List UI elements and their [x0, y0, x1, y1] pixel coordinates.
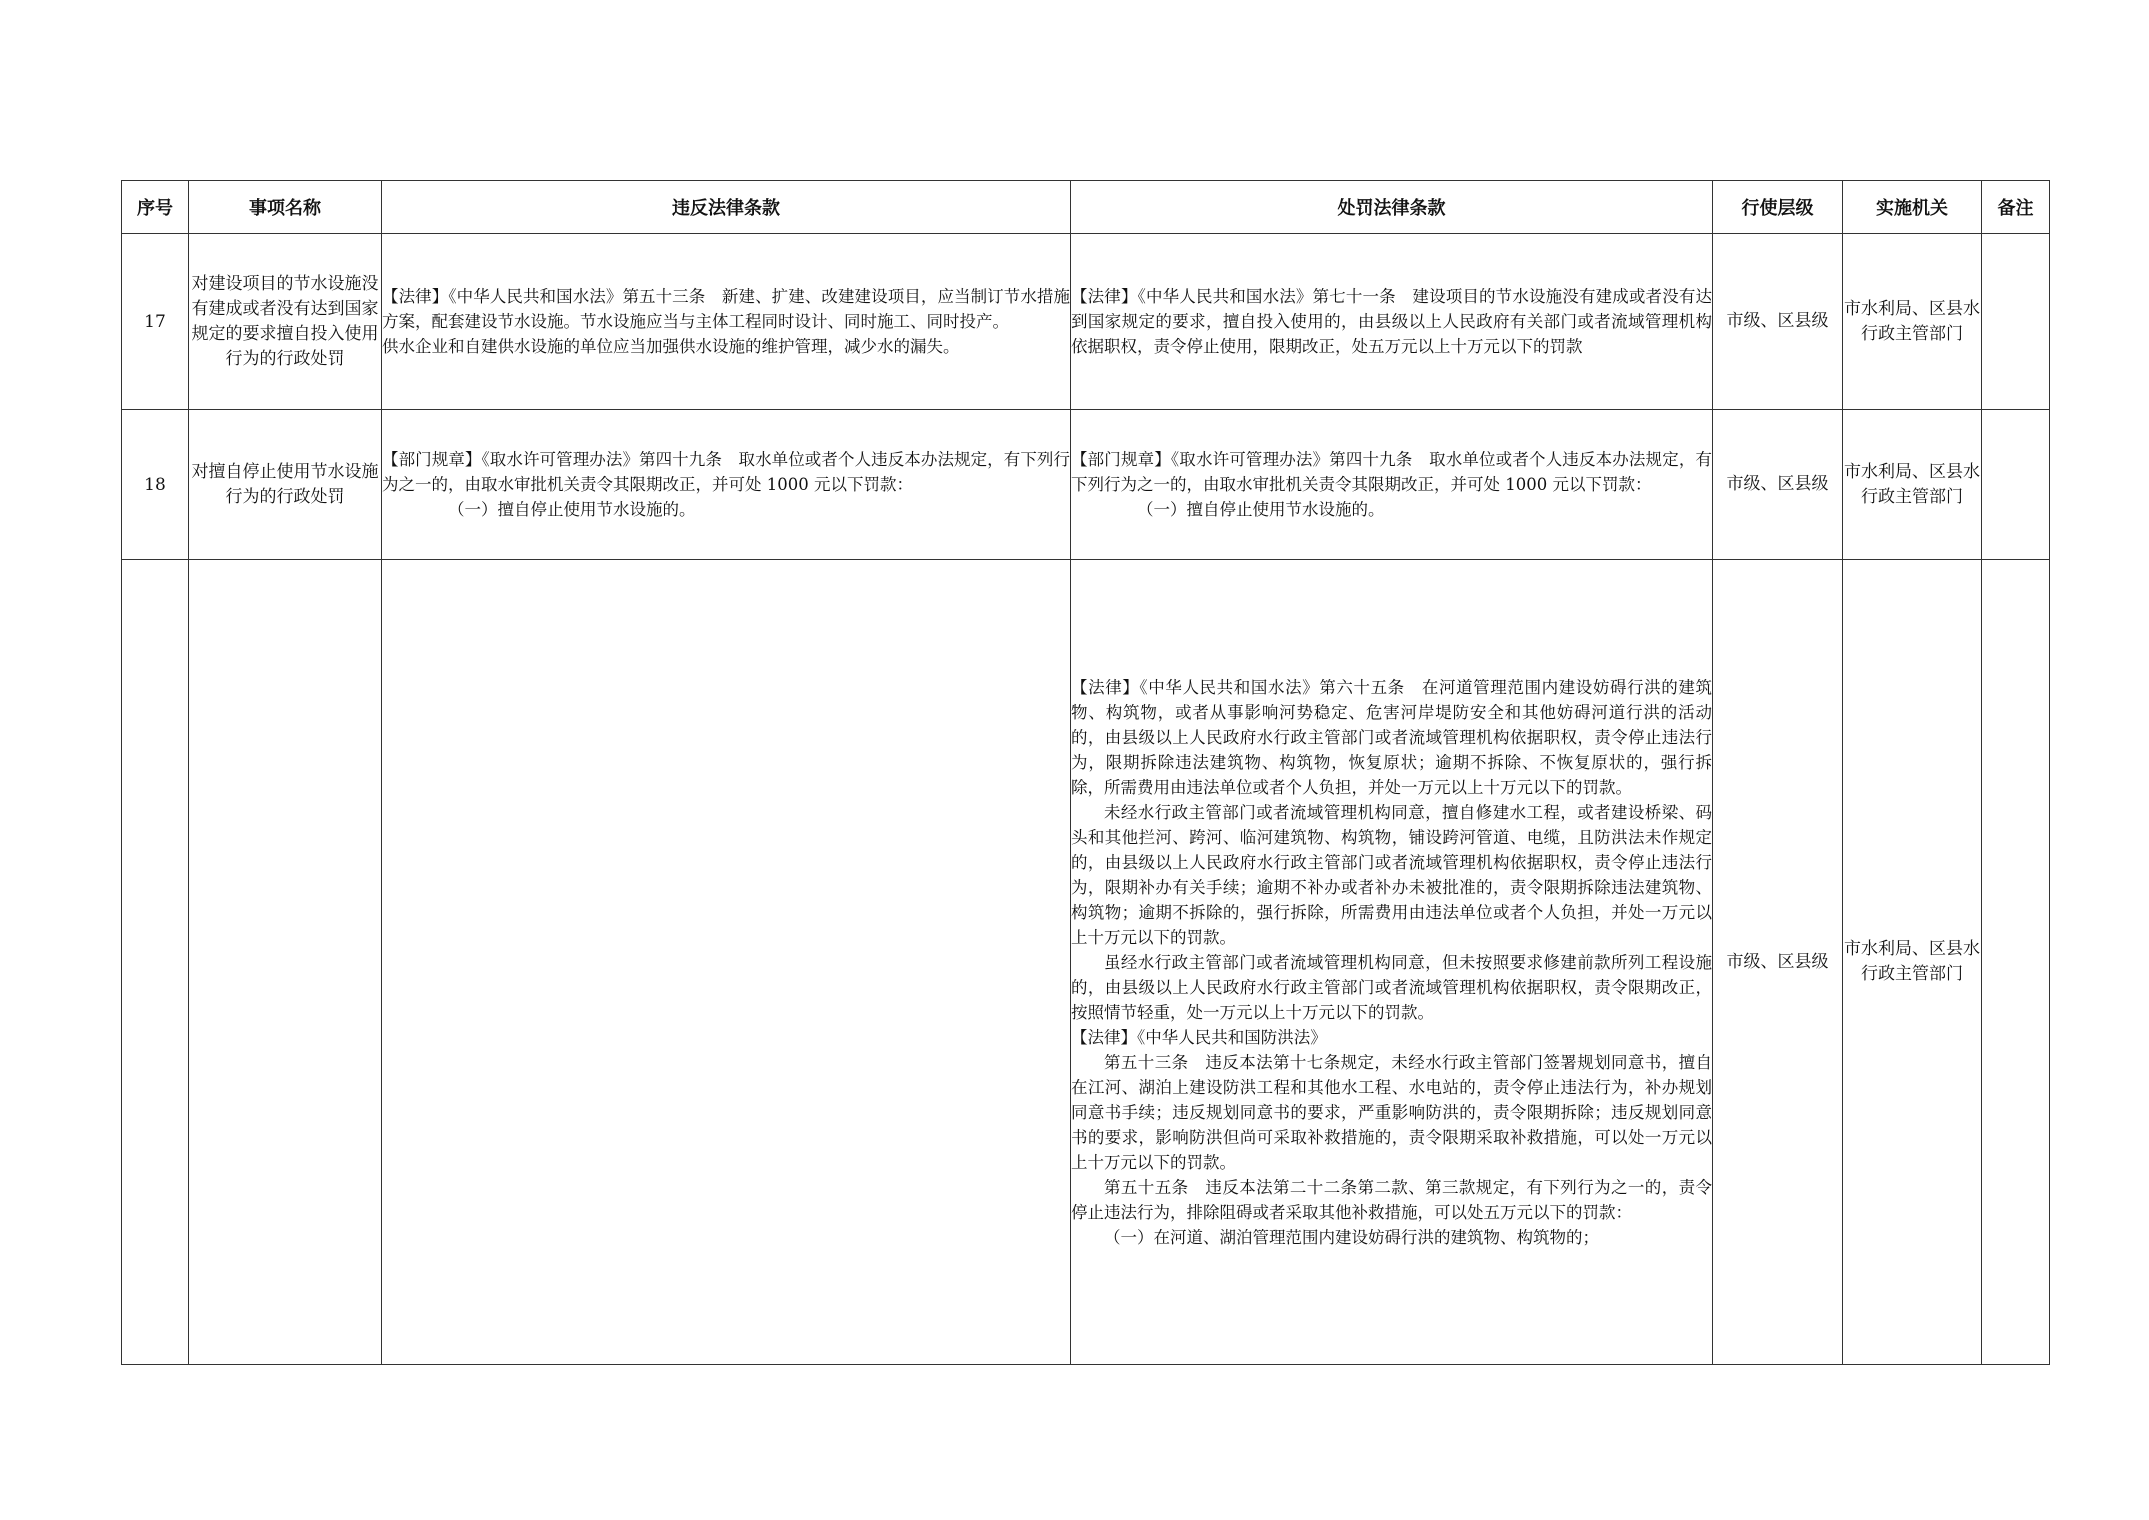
penalty-paragraph: （一）擅自停止使用节水设施的。	[1137, 500, 1385, 519]
header-remark: 备注	[1982, 181, 2050, 234]
row-no	[122, 560, 189, 1365]
row-agency: 市水利局、区县水行政主管部门	[1843, 234, 1982, 410]
penalty-paragraph: 【法律】《中华人民共和国防洪法》	[1071, 1027, 1327, 1047]
header-no: 序号	[122, 181, 189, 234]
violation-paragraph: 【部门规章】《取水许可管理办法》第四十九条 取水单位或者个人违反本办法规定，有下列行为之一的，由取水审批机关责令其限期改正，并可处 1000 元以下罚款：	[382, 450, 1070, 494]
row-level: 市级、区县级	[1713, 560, 1843, 1365]
row-remark	[1982, 410, 2050, 560]
header-agency: 实施机关	[1843, 181, 1982, 234]
row-item-name	[189, 560, 382, 1365]
row-agency: 市水利局、区县水行政主管部门	[1843, 410, 1982, 560]
penalty-paragraph: 虽经水行政主管部门或者流域管理机构同意，但未按照要求修建前款所列工程设施的，由县级以上人民政府水行政主管部门或者流域管理机构依据职权，责令限期改正，按照情节轻重，处一万元以上十万元以下的罚款。	[1071, 952, 1712, 1022]
row-violation-text	[382, 234, 1071, 410]
row-penalty-text	[1071, 410, 1713, 560]
row-penalty-text	[1071, 560, 1713, 1365]
row-remark	[1982, 234, 2050, 410]
header-name: 事项名称	[189, 181, 382, 234]
penalty-paragraph: 【法律】《中华人民共和国水法》第七十一条 建设项目的节水设施没有建成或者没有达到国家规定的要求，擅自投入使用的，由县级以上人民政府有关部门或者流域管理机构依据职权，责令停止使用，限期改正，处五万元以上十万元以下的罚款	[1071, 287, 1712, 356]
table-row	[122, 560, 2050, 1365]
penalty-paragraph: 【部门规章】《取水许可管理办法》第四十九条 取水单位或者个人违反本办法规定，有下列行为之一的，由取水审批机关责令其限期改正，并可处 1000 元以下罚款：	[1071, 450, 1712, 494]
row-remark	[1982, 560, 2050, 1365]
row-violation-text	[382, 410, 1071, 560]
penalty-paragraph: 【法律】《中华人民共和国水法》第六十五条 在河道管理范围内建设妨碍行洪的建筑物、构筑物，或者从事影响河势稳定、危害河岸堤防安全和其他妨碍河道行洪的活动的，由县级以上人民政府水行政主管部门或者流域管理机构依据职权，责令停止违法行为，限期拆除违法建筑物、构筑物，恢复原状；逾期不拆除、不恢复原状的，强行拆除，所需费用由违法单位或者个人负担，并处一万元以上十万元以下的罚款。	[1071, 677, 1712, 797]
row-agency: 市水利局、区县水行政主管部门	[1843, 560, 1982, 1365]
table-row	[122, 234, 2050, 410]
row-level: 市级、区县级	[1713, 234, 1843, 410]
row-penalty-text	[1071, 234, 1713, 410]
penalty-paragraph: （一）在河道、湖泊管理范围内建设妨碍行洪的建筑物、构筑物的；	[1104, 1227, 1599, 1247]
violation-paragraph: 【法律】《中华人民共和国水法》第五十三条 新建、扩建、改建建设项目，应当制订节水措施方案，配套建设节水设施。节水设施应当与主体工程同时设计、同时施工、同时投产。	[382, 287, 1070, 331]
violation-paragraph: （一）擅自停止使用节水设施的。	[448, 500, 696, 519]
penalty-paragraph: 第五十五条 违反本法第二十二条第二款、第三款规定，有下列行为之一的，责令停止违法行为，排除阻碍或者采取其他补救措施，可以处五万元以下的罚款：	[1071, 1177, 1712, 1222]
penalty-paragraph: 未经水行政主管部门或者流域管理机构同意，擅自修建水工程，或者建设桥梁、码头和其他拦河、跨河、临河建筑物、构筑物，铺设跨河管道、电缆，且防洪法未作规定的，由县级以上人民政府水行政主管部门或者流域管理机构依据职权，责令停止违法行为，限期补办有关手续；逾期不补办或者补办未被批准的，责令限期拆除违法建筑物、构筑物；逾期不拆除的，强行拆除，所需费用由违法单位或者个人负担，并处一万元以上十万元以下的罚款。	[1071, 802, 1712, 947]
row-item-name: 对建设项目的节水设施没有建成或者没有达到国家规定的要求擅自投入使用行为的行政处罚	[189, 234, 382, 410]
penalty-paragraph: 第五十三条 违反本法第十七条规定，未经水行政主管部门签署规划同意书，擅自在江河、湖泊上建设防洪工程和其他水工程、水电站的，责令停止违法行为，补办规划同意书手续；违反规划同意书的要求，严重影响防洪的，责令限期拆除；违反规划同意书的要求，影响防洪但尚可采取补救措施的，责令限期采取补救措施，可以处一万元以上十万元以下的罚款。	[1071, 1052, 1712, 1172]
row-item-name: 对擅自停止使用节水设施行为的行政处罚	[189, 410, 382, 560]
law-enforcement-table	[121, 180, 2050, 1365]
table-row	[122, 410, 2050, 560]
row-violation-text	[382, 560, 1071, 1365]
header-penalty: 处罚法律条款	[1071, 181, 1713, 234]
row-no: 17	[122, 234, 189, 410]
row-no: 18	[122, 410, 189, 560]
violation-paragraph: 供水企业和自建供水设施的单位应当加强供水设施的维护管理，减少水的漏失。	[382, 337, 960, 356]
row-level: 市级、区县级	[1713, 410, 1843, 560]
table-header-row	[122, 181, 2050, 234]
header-level: 行使层级	[1713, 181, 1843, 234]
header-violation: 违反法律条款	[382, 181, 1071, 234]
